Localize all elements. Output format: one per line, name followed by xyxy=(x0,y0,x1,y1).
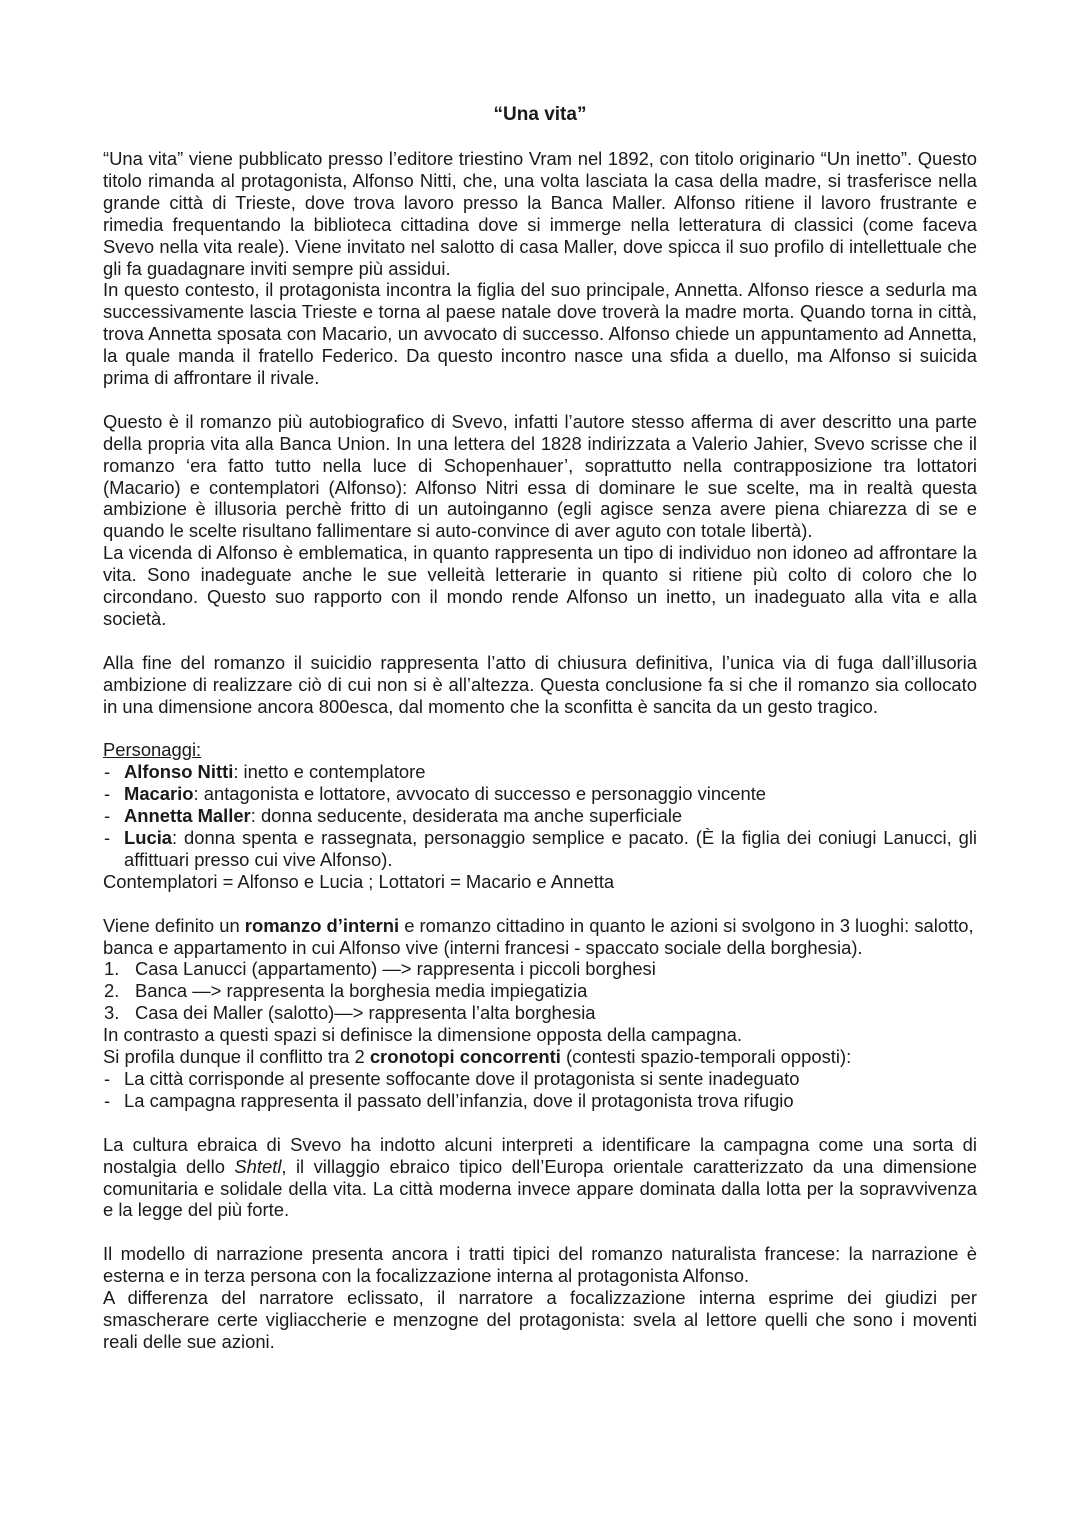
cronotopi-list xyxy=(103,1068,977,1112)
cronotopo-item: - La campagna rappresenta il passato dell’infanzia, dove il protagonista trova rifugio xyxy=(103,1090,977,1112)
character-item xyxy=(103,783,977,805)
character-item xyxy=(103,827,977,871)
character-name: Lucia xyxy=(124,827,173,849)
character-desc: : donna seducente, desiderata ma anche superficiale xyxy=(250,805,683,827)
places-list xyxy=(103,958,977,1024)
narration-paragraph-1: Il modello di narrazione presenta ancora i tratti tipici del romanzo naturalista francese: la narrazione è esterna e in terza persona con la focalizzazione interna al protagonista Alfonso. xyxy=(103,1243,977,1287)
character-name: Alfonso Nitti xyxy=(124,761,234,783)
characters-summary: Contemplatori = Alfonso e Lucia ; Lottatori = Macario e Annetta xyxy=(103,870,615,892)
character-desc: : donna spenta e rassegnata, personaggio semplice e pacato. (È la figlia dei coniugi Lanucci, gli affittuari presso cui vive Alfonso). xyxy=(124,827,977,870)
document-title: “Una vita” xyxy=(493,104,587,125)
culture-paragraph: La cultura ebraica di Svevo ha indotto alcuni interpreti a identificare la campagna come una sorta di nostalgia dello Shtetl, il villaggio ebraico tipico dell’Europa orientale caratterizzato da una dimensione comunitaria e solidale della vita. La città moderna invece appare dominata dalla lotta per la sopravvivenza e la legge del più forte. xyxy=(103,1133,977,1221)
cronotopo-item: - La città corrisponde al presente soffocante dove il protagonista si sente inadeguato xyxy=(103,1068,977,1090)
plot-paragraph-1: “Una vita” viene pubblicato presso l’editore triestino Vram nel 1892, con titolo originario “Un inetto”. Questo titolo rimanda al protagonista, Alfonso Nitti, che, una volta lasciata la casa della madre, si trasferisce nella grande città di Trieste, dove trova lavoro presso la Banca Maller. Alfonso ritiene il lavoro frustrante e rimedia frequentando la biblioteca cittadina dove si immerge nella letteratura di classici (come faceva Svevo nella vita reale). Viene invitato nel salotto di casa Maller, dove spicca il suo profilo di intellettuale che gli fa guadagnare inviti sempre più assidui. xyxy=(103,148,977,279)
narration-paragraph-2: A differenza del narratore eclissato, il narratore a focalizzazione interna esprime dei giudizi per smascherare certe vigliaccherie e menzogne del protagonista: svela al lettore quelli che sono i moventi reali delle sue azioni. xyxy=(103,1287,977,1352)
shtetl-term: Shtetl xyxy=(234,1155,282,1177)
conflict-line: Si profila dunque il conflitto tra 2 cronotopi concorrenti (contesti spazio-temporali opposti): xyxy=(103,1046,852,1068)
character-desc: : antagonista e lottatore, avvocato di successo e personaggio vincente xyxy=(193,783,767,805)
document-body xyxy=(103,148,977,1353)
alfonso-paragraph: La vicenda di Alfonso è emblematica, in quanto rappresenta un tipo di individuo non idoneo ad affrontare la vita. Sono inadeguate anche le sue velleità letterarie in quanto si ritiene più colto di coloro che lo circondano. Questo suo rapporto con il mondo rende Alfonso un inetto, un inadeguato alla vita e alla società. xyxy=(103,542,977,630)
character-name: Annetta Maller xyxy=(124,805,251,827)
character-item xyxy=(103,761,977,783)
place-item: 2. Banca —> rappresenta la borghesia media impiegatizia xyxy=(104,980,588,1002)
characters-heading: Personaggi: xyxy=(103,739,202,761)
place-item: 1. Casa Lanucci (appartamento) —> rappresenta i piccoli borghesi xyxy=(104,958,656,980)
setting-paragraph: Viene definito un romanzo d’interni e romanzo cittadino in quanto le azioni si svolgono in 3 luoghi: salotto, banca e appartamento in cui Alfonso vive (interni francesi - spaccato sociale della borghesia). xyxy=(103,914,974,958)
contrast-line: In contrasto a questi spazi si definisce la dimensione opposta della campagna. xyxy=(103,1024,742,1046)
plot-paragraph-2: In questo contesto, il protagonista incontra la figlia del suo principale, Annetta. Alfonso riesce a sedurla ma successivamente lascia Trieste e torna al paese natale dove troverà la madre morta. Quando torna in città, trova Annetta sposata con Macario, un avvocato di successo. Alfonso chiede un appuntamento ad Annetta, la quale manda il fratello Federico. Da questo incontro nasce una sfida a duello, ma Alfonso si suicida prima di affrontare il rivale. xyxy=(103,279,977,389)
ending-paragraph: Alla fine del romanzo il suicidio rappresenta l’atto di chiusura definitiva, l’unica via di fuga dall’illusoria ambizione di realizzare ciò di cui non si è all’altezza. Questa conclusione fa si che il romanzo sia collocato in una dimensione ancora 800esca, dal momento che la sconfitta è sancita da un gesto tragico. xyxy=(103,651,977,717)
autobiography-paragraph: Questo è il romanzo più autobiografico di Svevo, infatti l’autore stesso afferma di aver descritto una parte della propria vita alla Banca Union. In una lettera del 1828 indirizzata a Valerio Jahier, Svevo scrisse che il romanzo ‘era fatto tutto nella luce di Schopenhauer’, soprattutto nella contrapposizione tra lottatori (Macario) e contemplatori (Alfonso): Alfonso Nitri essa di dominare le sue scelte, ma in realtà questa ambizione è illusoria perchè fritto di un autoinganno (egli agisce senza avere piena chiarezza di se e quando le scelte risultano fallimentare si auto-convince di aver aguto con totale libertà). xyxy=(103,410,977,542)
romanzo-interni-term: romanzo d’interni xyxy=(244,914,400,936)
cronotopi-term: cronotopi concorrenti xyxy=(369,1046,561,1068)
place-item: 3. Casa dei Maller (salotto)—> rappresenta l’alta borghesia xyxy=(104,1002,596,1024)
character-desc: : inetto e contemplatore xyxy=(233,761,426,783)
character-name: Macario xyxy=(124,783,194,805)
character-item xyxy=(103,805,977,827)
characters-list xyxy=(103,761,977,871)
